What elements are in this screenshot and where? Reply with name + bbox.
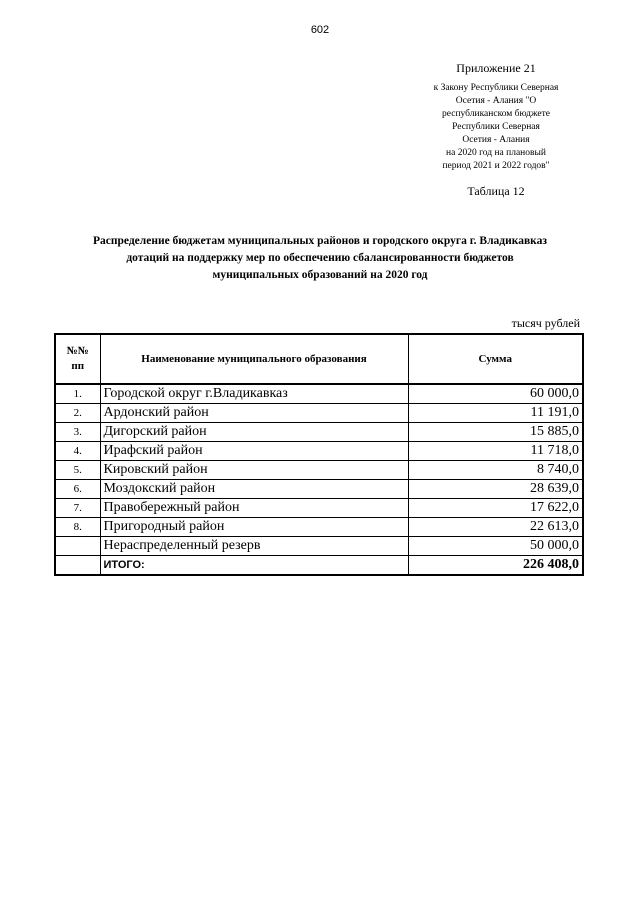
row-number: 2.	[55, 404, 100, 423]
header-number-line2: пп	[71, 360, 85, 372]
row-name: Правобережный район	[100, 499, 408, 518]
row-sum: 15 885,0	[408, 423, 583, 442]
header-number-line1: №№	[66, 345, 89, 357]
row-number: 5.	[55, 461, 100, 480]
row-name: Моздокский район	[100, 480, 408, 499]
row-number: 7.	[55, 499, 100, 518]
appendix-line: Республики Северная	[452, 122, 540, 132]
row-sum: 22 613,0	[408, 518, 583, 537]
table-row	[55, 518, 583, 537]
row-number: 4.	[55, 442, 100, 461]
table-row	[55, 404, 583, 423]
table-row	[55, 537, 583, 556]
table-total-row	[55, 556, 583, 576]
table-row	[55, 461, 583, 480]
title-line: Распределение бюджетам муниципальных районов и городского округа г. Владикавказ	[93, 235, 547, 247]
row-name: Ирафский район	[100, 442, 408, 461]
row-sum: 11 718,0	[408, 442, 583, 461]
row-name: Ардонский район	[100, 404, 408, 423]
appendix-title: Приложение 21	[456, 61, 536, 75]
budget-table	[54, 333, 584, 576]
row-sum: 11 191,0	[408, 404, 583, 423]
row-name: Нераспределенный резерв	[100, 537, 408, 556]
total-number	[55, 556, 100, 576]
appendix-line: период 2021 и 2022 годов"	[442, 161, 550, 171]
row-sum: 28 639,0	[408, 480, 583, 499]
table-row	[55, 442, 583, 461]
row-name: Дигорский район	[100, 423, 408, 442]
table-row	[55, 499, 583, 518]
appendix-law-reference	[405, 82, 587, 173]
row-sum: 50 000,0	[408, 537, 583, 556]
table-row	[55, 480, 583, 499]
row-number: 3.	[55, 423, 100, 442]
document-title	[40, 233, 600, 284]
table-header-row	[55, 334, 583, 384]
appendix-line: к Закону Республики Северная	[433, 83, 559, 93]
row-sum: 17 622,0	[408, 499, 583, 518]
total-label: ИТОГО:	[100, 556, 408, 576]
row-name: Пригородный район	[100, 518, 408, 537]
row-name: Городской округ г.Владикавказ	[100, 384, 408, 404]
row-number: 8.	[55, 518, 100, 537]
header-name: Наименование муниципального образования	[100, 334, 408, 384]
appendix-line: на 2020 год на плановый	[446, 148, 546, 158]
row-name: Кировский район	[100, 461, 408, 480]
row-sum: 8 740,0	[408, 461, 583, 480]
row-sum: 60 000,0	[408, 384, 583, 404]
title-line: муниципальных образований на 2020 год	[212, 269, 428, 281]
header-number	[55, 334, 100, 384]
appendix-line: республиканском бюджете	[442, 109, 550, 119]
table-label: Таблица 12	[467, 184, 525, 198]
header-sum: Сумма	[408, 334, 583, 384]
unit-label: тысяч рублей	[511, 316, 580, 330]
page-number: 602	[310, 24, 330, 36]
table-row	[55, 423, 583, 442]
row-number	[55, 537, 100, 556]
total-sum: 226 408,0	[408, 556, 583, 576]
row-number: 6.	[55, 480, 100, 499]
row-number: 1.	[55, 384, 100, 404]
appendix-line: Осетия - Алания "О	[455, 96, 537, 106]
title-line: дотаций на поддержку мер по обеспечению сбалансированности бюджетов	[126, 252, 514, 264]
appendix-line: Осетия - Алания	[462, 135, 530, 145]
table-row	[55, 384, 583, 404]
